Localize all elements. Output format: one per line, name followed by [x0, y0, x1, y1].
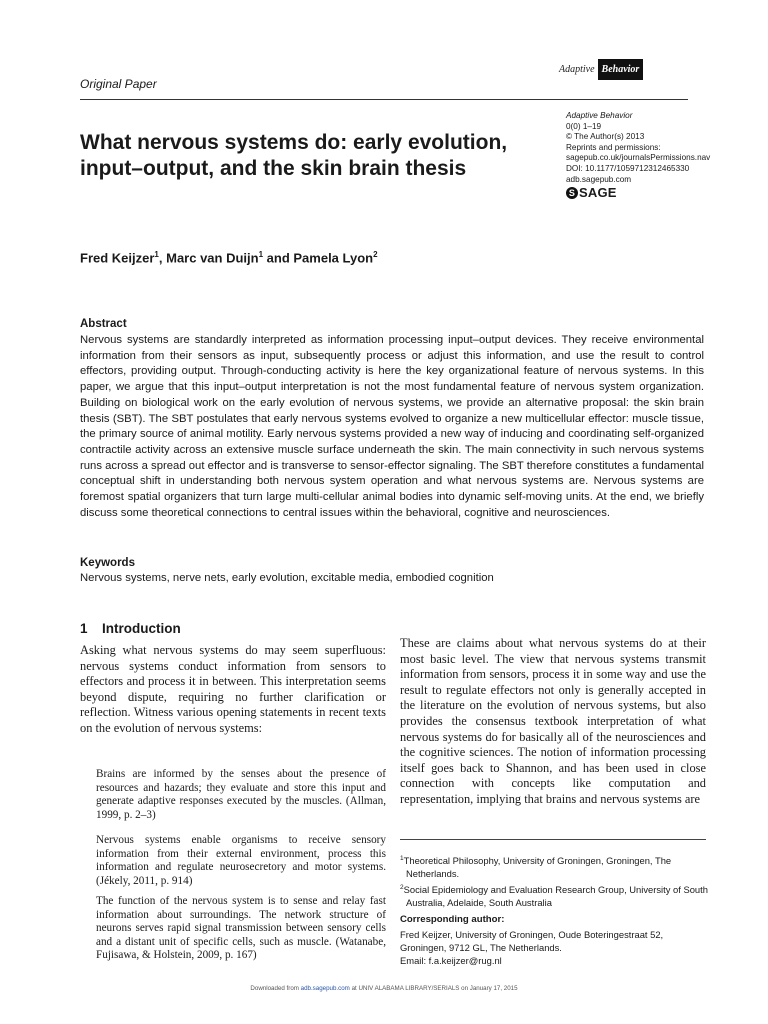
- author-name: Pamela Lyon: [293, 250, 374, 266]
- download-link[interactable]: adb.sagepub.com: [300, 985, 350, 992]
- footnote-number: 1: [400, 855, 404, 862]
- meta-reprints: Reprints and permissions:: [566, 142, 661, 152]
- footnote-text: Social Epidemiology and Evaluation Research Group, University of South Australia, Adelaide, South Australia: [403, 883, 708, 908]
- affiliation-footnotes: [400, 852, 710, 909]
- author-separator: and: [263, 250, 294, 266]
- author-name: Marc van Duijn: [166, 250, 259, 266]
- author-affiliation: 1: [154, 250, 159, 259]
- journal-logo: [556, 58, 643, 80]
- meta-doi: DOI: 10.1177/1059712312465330: [566, 163, 690, 173]
- corresponding-author-heading: Corresponding author:: [400, 914, 505, 925]
- abstract-text: Nervous systems are standardly interpreted as information processing input–output devices. They receive environmental information from their sensors as input, subsequently process or adjust this information, and use the result to control effectors, providing output. Through-conducting activity is here the key organizational feature of nervous systems. In this paper, we argue that this input–output interpretation is not the most fundamental feature of nervous system organization. Building on biological work on the early evolution of nervous systems, we provide an alternative proposal: the skin brain thesis (SBT). The SBT postulates that early nervous systems evolved to organize a new multicellular effector: muscle tissue, the primary source of animal motility. Early nervous systems provided a new way of inducing and coordinating self-organized contractile activity across an extensive muscle surface underneath the skin. The main connectivity in such nervous systems runs across a spread out effector and is transverse to sensor-effector signaling. The SBT therefore constitutes a fundamental conceptual shift in understanding both nervous system operation and what nervous systems are. Nervous systems are foremost spatial organizers that turn large multi-cellular animal bodies into dynamic self-moving units. At the end, we briefly discuss some theoretical connections to central issues within the behavioral, cognitive and neurosciences.: [80, 334, 704, 519]
- paper-type: Original Paper: [80, 77, 157, 91]
- sage-logo-text: SAGE: [579, 184, 617, 200]
- author-affiliation: 2: [373, 250, 378, 259]
- block-quote: Nervous systems enable organisms to receive sensory information from their external environment, process this information and regulate neurosecretory and motor systems. (Jékely, 2011, p. 914): [96, 834, 386, 887]
- journal-logo-left: Adaptive: [559, 63, 595, 75]
- keywords-text: Nervous systems, nerve nets, early evolution, excitable media, embodied cognition: [80, 572, 494, 584]
- meta-volume: 0(0) 1–19: [566, 121, 602, 131]
- block-quote: Brains are informed by the senses about the presence of resources and hazards; they evaluate and store this input and generate adaptive responses executed by the muscles. (Allman, 1999, p. 2–3): [96, 768, 386, 821]
- paper-title: What nervous systems do: early evolution, input–output, and the skin brain thesis: [80, 131, 508, 180]
- author-separator: ,: [158, 250, 167, 266]
- footnote-rule: [400, 839, 706, 840]
- meta-site-link[interactable]: adb.sagepub.com: [566, 174, 632, 184]
- footnote: [400, 852, 710, 881]
- meta-journal: Adaptive Behavior: [566, 111, 633, 120]
- article-meta: [566, 111, 766, 199]
- sage-badge-icon: S: [566, 187, 578, 199]
- keywords-heading: Keywords: [80, 557, 135, 569]
- section-number: 1: [80, 621, 88, 636]
- journal-logo-right: Behavior: [598, 59, 644, 80]
- author-list: [80, 250, 378, 265]
- footnote: [400, 881, 710, 910]
- meta-reprints-link[interactable]: sagepub.co.uk/journalsPermissions.nav: [566, 153, 711, 163]
- header-rule: [80, 99, 688, 100]
- corresponding-address: Fred Keijzer, University of Groningen, Oude Boteringestraat 52,: [400, 929, 664, 940]
- download-notice: [0, 985, 768, 992]
- footnote-text: Theoretical Philosophy, University of Groningen, Groningen, The Netherlands.: [403, 855, 672, 880]
- intro-paragraph: These are claims about what nervous systems do at their most basic level. The view that nervous systems transmit information from sensors, process it in some way and use the result to regulate effectors not only is generally accepted in the literature on the evolution of nervous systems, but also provides the consensus textbook interpretation of what nervous systems do for basically all of the neurosciences and the cognitive sciences. The notion of information processing itself goes back to Shannon, and has been used in close connection with concepts like computation and representation, implying that brains and nervous systems are: [400, 636, 706, 806]
- meta-copyright: © The Author(s) 2013: [566, 132, 645, 142]
- corresponding-author-details: [400, 928, 710, 968]
- download-prefix: Downloaded from: [250, 985, 301, 992]
- sage-logo: [566, 184, 766, 200]
- section-title: Introduction: [102, 621, 181, 636]
- author-affiliation: 1: [258, 250, 264, 259]
- corresponding-city: Groningen, 9712 GL, The Netherlands.: [400, 942, 562, 954]
- download-suffix: at UNIV ALABAMA LIBRARY/SERIALS on January 17, 2015: [349, 985, 518, 992]
- section-heading: [80, 621, 181, 636]
- author-name: Fred Keijzer: [80, 250, 155, 266]
- intro-paragraph: Asking what nervous systems do may seem superfluous: nervous systems conduct information from sensors to effectors and process it in between. This interpretation seems beyond dispute, requiring no further clarification or reflection. Witness various opening statements in recent texts on the evolution of nervous systems:: [80, 643, 386, 735]
- footnote-number: 2: [400, 883, 404, 891]
- corresponding-email[interactable]: Email: f.a.keijzer@rug.nl: [400, 955, 502, 967]
- block-quote: The function of the nervous system is to sense and relay fast information about surroundings. The network structure of neurons serves rapid signal transmission between sensory cells and a distant unit of specific cells, such as muscle. (Watanabe, Fujisawa, & Holstein, 2009, p. 167): [96, 895, 386, 962]
- abstract-heading: Abstract: [80, 318, 127, 330]
